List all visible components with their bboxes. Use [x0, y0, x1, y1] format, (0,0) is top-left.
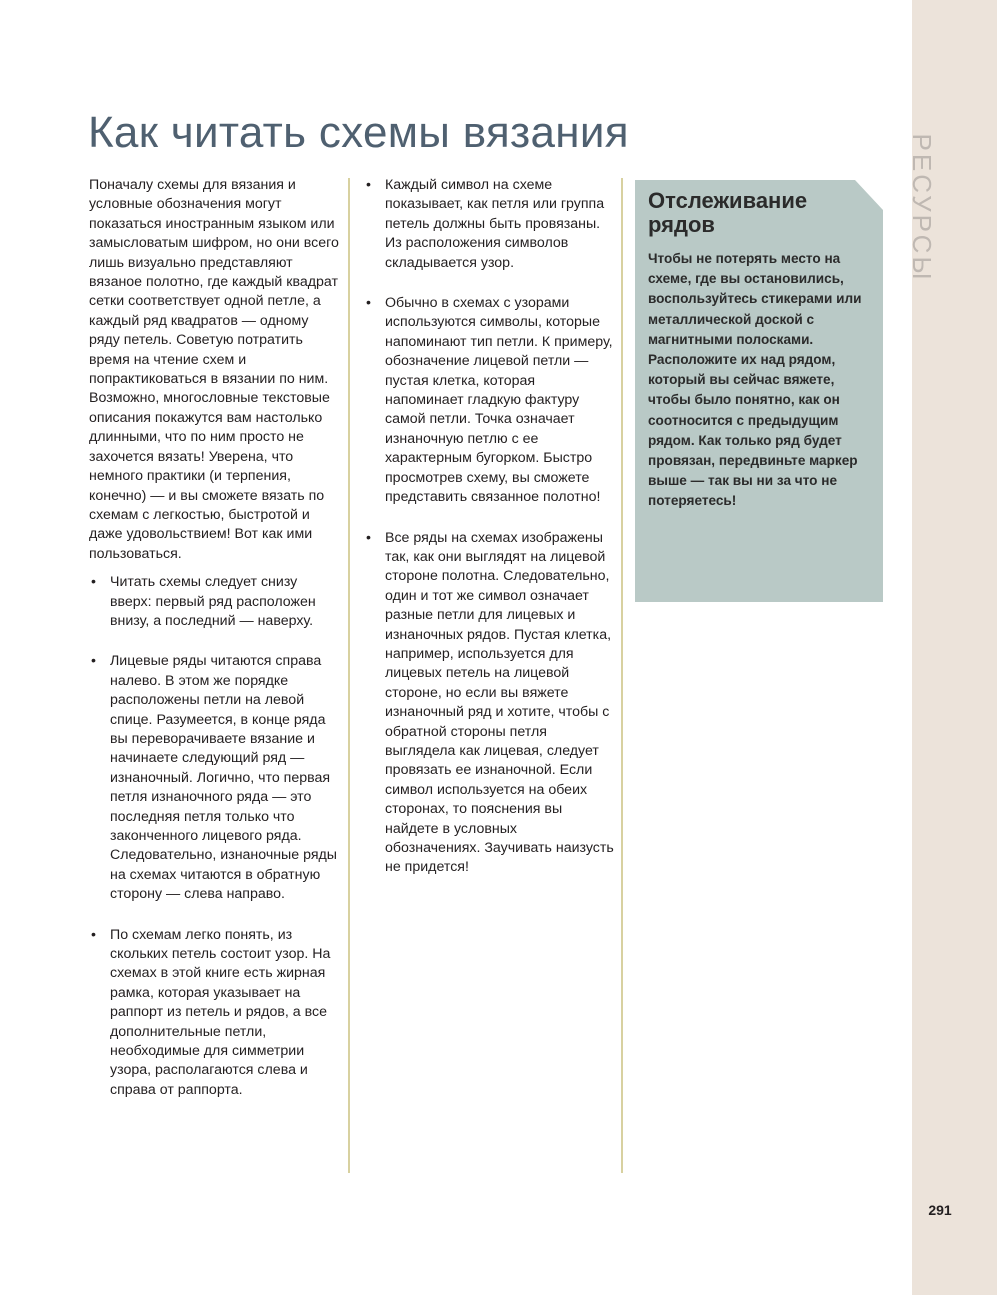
column-divider	[348, 178, 350, 1173]
bullet-dot: •	[366, 177, 371, 193]
bullet-text: Каждый символ на схеме показывает, как петля или группа петель должны быть провязаны. Из расположения символов складывается узор.	[385, 177, 605, 271]
bullet-text: Все ряды на схемах изображены так, как они выглядят на лицевой стороне полотна. Следовательно, один и тот же символ означает разные петли для лицевых и изнаночных рядов. Пустая клетка, например, используется для лицевых петель на лицевой стороне, но если вы вяжете изнаночный ряд и хотите, чтобы с обратной стороны петля выглядела как лицевая, следует провязать ее изнаночной. Если символ используется на обеих сторонах, то пояснения вы найдете в условных обозначениях. Заучивать наизусть не придется!	[385, 529, 614, 876]
tip-box-text: Чтобы не потерять место на схеме, где вы остановились, воспользуйтесь стикерами или металлической доской с магнитными полосками. Расположите их над рядом, который вы сейчас вяжете, чтобы было понятно, как он соотносится с предыдущим рядом. Как только ряд будет провязан, передвиньте маркер выше — так вы ни за что не потеряетесь!	[648, 251, 862, 509]
bullet-text: Обычно в схемах с узорами используются символы, которые напоминают тип петли. К примеру, обозначение лицевой петли — пустая клетка, которая напоминает гладкую фактуру самой петли. Точка означает изнаночную петлю с ее характерным бугорком. Быстро просмотрев схему, вы сможете представить связанное полотно!	[385, 295, 613, 506]
bullet-dot: •	[91, 653, 96, 670]
tip-box-title: Отслеживание рядов	[648, 188, 808, 237]
bullet-item	[89, 573, 339, 631]
bullet-text: Лицевые ряды читаются справа налево. В этом же порядке расположены петли на левой спице. Разумеется, в конце ряда вы переворачиваете вязание и начинаете следующий ряд — изнаночный. Логично, что первая петля изнаночного ряда — это последняя петля только что законченного лицевого ряда. Следовательно, изнаночные ряды на схемах читаются в обратную сторону — слева направо.	[110, 653, 337, 903]
page-number: 291	[928, 1202, 952, 1218]
bullet-text: Читать схемы следует снизу вверх: первый ряд расположен внизу, а последний — наверху.	[110, 574, 316, 629]
bullet-item	[89, 926, 339, 1101]
bullet-item	[364, 294, 614, 507]
bullet-dot: •	[91, 926, 96, 943]
bullet-dot: •	[366, 295, 371, 312]
bullet-item	[364, 176, 614, 273]
section-label-text: РЕСУРСЫ	[907, 133, 937, 283]
intro-paragraph: Поначалу схемы для вязания и условные обозначения могут показаться иностранным языком или замысловатым шифром, но они всего лишь визуально представляют вязаное полотно, где каждый квадрат сетки соответствует одной петле, а каждый ряд квадратов — одному ряду петель. Советую потратить время на чтение схем и попрактиковаться в вязании по ним. Возможно, многословные текстовые описания покажутся вам настолько длинными, что по ним просто не захочется вязать! Уверена, что немного практики (и терпения, конечно) — и вы сможете вязать по схемам с легкостью, быстротой и даже удовольствием! Вот как ими пользоваться.	[89, 177, 339, 562]
section-label	[907, 133, 962, 300]
text-column-left	[89, 176, 339, 1121]
bullet-dot: •	[91, 574, 96, 591]
page-title: Как читать схемы вязания	[88, 108, 629, 157]
bullet-item	[364, 529, 614, 878]
bullet-dot: •	[366, 529, 371, 546]
bullet-item	[89, 652, 339, 904]
text-column-middle	[364, 176, 614, 899]
column-divider	[621, 178, 623, 1173]
bullet-text: По схемам легко понять, из скольких петель состоит узор. На схемах в этой книге есть жирная рамка, которая указывает на раппорт из петель и рядов, а все дополнительные петли, необходимые для симметрии узора, располагаются слева и справа от раппорта.	[110, 926, 331, 1098]
